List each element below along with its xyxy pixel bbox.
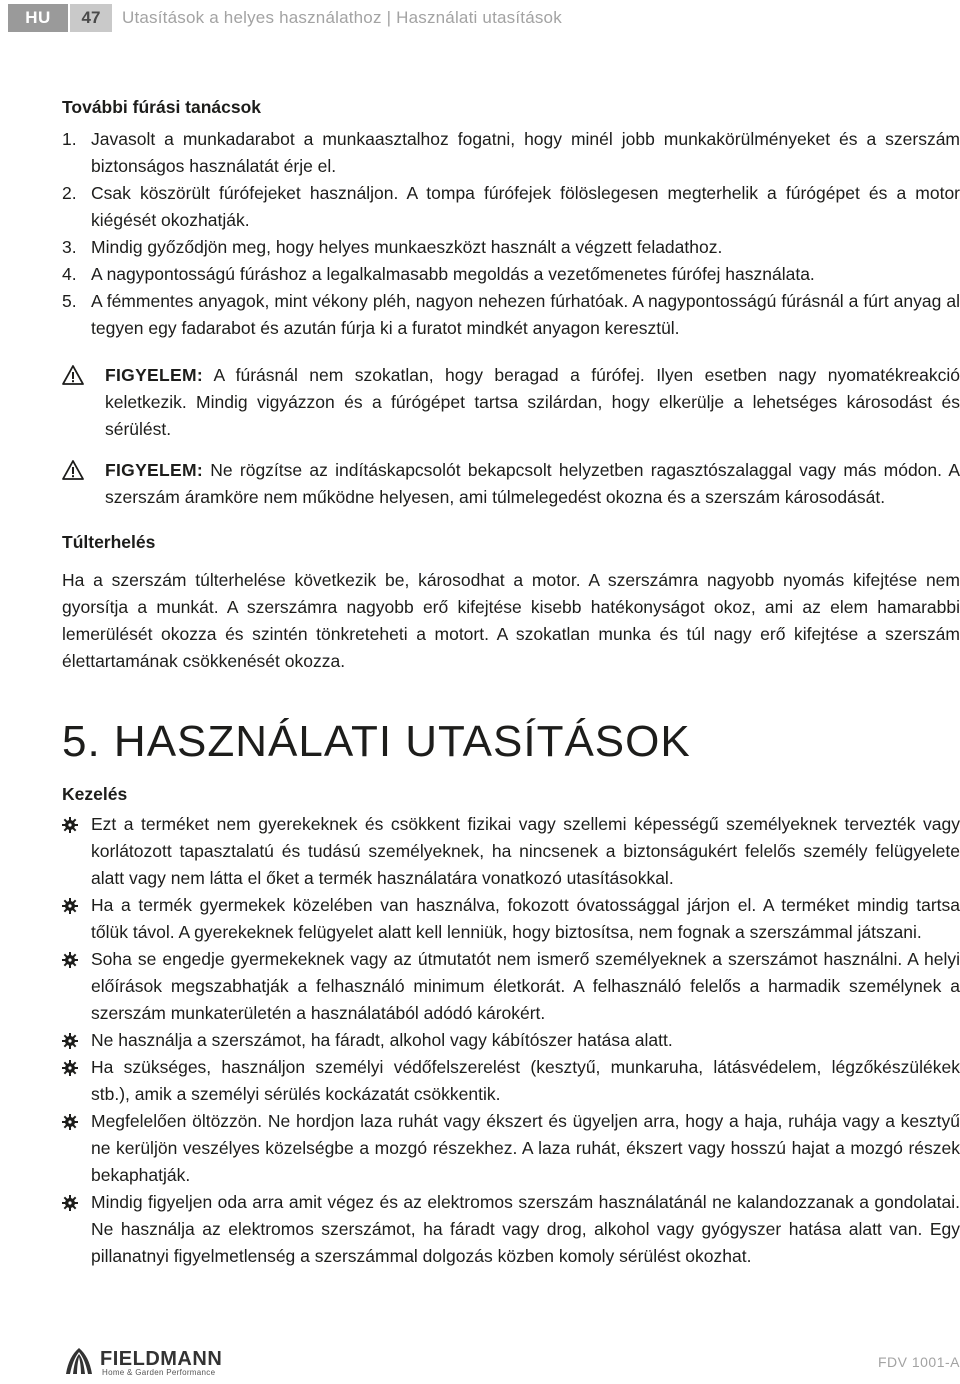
list-item <box>62 126 960 180</box>
item-number: 1. <box>62 129 77 149</box>
gear-bullet-icon <box>62 817 78 833</box>
item-text: A fémmentes anyagok, mint vékony pléh, nagyon nehezen fúrhatóak. A nagypontosságú fúrásnál a fúrt anyag al tegyen egy fadarabot és azután fúrja ki a furatot mindkét anyagon keresztül. <box>91 291 960 338</box>
gear-bullet-icon <box>62 1114 78 1130</box>
item-number: 4. <box>62 264 77 284</box>
tips-heading: További fúrási tanácsok <box>62 97 262 117</box>
header-title: Utasítások a helyes használathoz | Használati utasítások <box>122 8 562 27</box>
list-item <box>62 892 960 946</box>
warning-triangle-icon <box>62 365 84 385</box>
fieldmann-logo-icon <box>62 1346 96 1378</box>
warning-label: FIGYELEM: <box>105 365 203 385</box>
overload-heading: Túlterhelés <box>62 532 156 552</box>
warning-text: A fúrásnál nem szokatlan, hogy beragad a fúrófej. Ilyen esetben nagy nyomatékreakció keletkezik. Mindig vigyázzon és a fúrógépet tartsa szilárdan, hogy elkerülje a lehetséges károsodást és sérülést. <box>105 365 960 439</box>
bullet-text: Megfelelően öltözzön. Ne hordjon laza ruhát vagy ékszert és ügyeljen arra, hogy a haja, ruhája vagy a kesztyű ne kerüljön veszélyes közelségbe a mozgó részekhez. A laza ruhát, ékszert vagy hosszú hajat a mozgó részek bekaphatják. <box>91 1111 960 1185</box>
bullet-text: Ne használja a szerszámot, ha fáradt, alkohol vagy kábítószer hatása alatt. <box>91 1030 673 1050</box>
warning-block <box>62 362 960 443</box>
language-badge: HU <box>8 4 68 32</box>
item-text: Javasolt a munkadarabot a munkaasztalhoz fogatni, hogy minél jobb munkakörülményeket és a szerszám biztonságos használatát érje el. <box>91 129 960 176</box>
gear-bullet-icon <box>62 952 78 968</box>
item-number: 3. <box>62 237 77 257</box>
overload-paragraph: Ha a szerszám túlterhelése következik be, károsodhat a motor. A szerszámra nagyobb nyomás kifejtése nem gyorsítja a munkát. A szerszámra nagyobb erő kifejtése kisebb hatékonyságot okoz, ami az elem hamarabbi lemerülését okozza és szintén tönkreteheti a motort. A szokatlan munka és túl nagy erő kifejtése a szerszám élettartamának csökkenését okozza. <box>62 570 960 671</box>
item-text: Csak köszörült fúrófejeket használjon. A tompa fúrófejek fölöslegesen megterhelik a fúrógépet és a motor kiégését okozhatják. <box>91 183 960 230</box>
item-number: 5. <box>62 291 77 311</box>
warning-triangle-icon <box>62 460 84 480</box>
gear-bullet-icon <box>62 1060 78 1076</box>
brand-tagline: Home & Garden Performance <box>102 1368 216 1377</box>
gear-bullet-icon <box>62 1033 78 1049</box>
bullet-text: Mindig figyeljen oda arra amit végez és az elektromos szerszám használatánál ne kalandozzanak a gondolatai. Ne használja az elektromos szerszámot, ha fáradt vagy drog, alkohol vagy gyógyszer hatása alatt van. Egy pillanatnyi figyelmetlenség a szerszámmal dolgozás közben komoly sérülést okozhat. <box>91 1192 960 1266</box>
warning-text: Ne rögzítse az indításkapcsolót bekapcsolt helyzetben ragasztószalaggal vagy más módon. A szerszám áramköre nem működne helyesen, ami túlmelegedést okozna és a szerszám károsodását. <box>105 460 960 507</box>
section-title: 5. HASZNÁLATI UTASÍTÁSOK <box>62 717 691 766</box>
page-header <box>8 4 960 32</box>
bullet-text: Ha szükséges, használjon személyi védőfelszerelést (kesztyű, munkaruha, látásvédelem, légzőkészülékek stb.), amik a személyi sérülés kockázatát csökkentik. <box>91 1057 960 1104</box>
item-text: Mindig győződjön meg, hogy helyes munkaeszközt használt a végzett feladathoz. <box>91 237 723 257</box>
list-item <box>62 1027 960 1054</box>
bullet-text: Ha a termék gyermekek közelében van használva, fokozott óvatossággal járjon el. A terméket mindig tartsa tőlük távol. A gyerekeknek felügyelet alatt kell lenniük, hogy biztosítsa, nem fognak a szerszámmal játszani. <box>91 895 960 942</box>
page-number: 47 <box>70 4 112 32</box>
list-item <box>62 234 960 261</box>
list-item <box>62 180 960 234</box>
list-item <box>62 261 960 288</box>
gear-bullet-icon <box>62 898 78 914</box>
page-content <box>62 94 960 1270</box>
brand-name: FIELDMANN <box>100 1348 223 1370</box>
list-item <box>62 946 960 1027</box>
item-number: 2. <box>62 183 77 203</box>
list-item <box>62 1189 960 1270</box>
bullet-text: Soha se engedje gyermekeknek vagy az útmutatót nem ismerő személyeknek a szerszámot használni. A helyi előírások megszabhatják a felhasználó minimum életkorát. A felhasználó felelős a harmadik személynek a szerszám munkaterületén a használatából adódó károkért. <box>91 949 960 1023</box>
list-item <box>62 288 960 342</box>
warning-block <box>62 457 960 511</box>
list-item <box>62 1108 960 1189</box>
bullet-text: Ezt a terméket nem gyerekeknek és csökkent fizikai vagy szellemi képességű személyeknek tervezték vagy korlátozott tapasztalatú és tudású személyeknek, ha nincsenek a biztonságukért felelős személy felügyelete alatt vagy nem látta el őket a termék használatára vonatkozó utasításokkal. <box>91 814 960 888</box>
tips-list <box>62 126 960 342</box>
warning-label: FIGYELEM: <box>105 460 203 480</box>
list-item <box>62 811 960 892</box>
gear-bullet-icon <box>62 1195 78 1211</box>
list-item <box>62 1054 960 1108</box>
page-footer <box>62 1346 960 1378</box>
item-text: A nagypontosságú fúráshoz a legalkalmasabb megoldás a vezetőmenetes fúrófej használata. <box>91 264 815 284</box>
model-number: FDV 1001-A <box>877 1354 960 1370</box>
safety-bullet-list <box>62 811 960 1270</box>
handling-heading: Kezelés <box>62 784 128 804</box>
